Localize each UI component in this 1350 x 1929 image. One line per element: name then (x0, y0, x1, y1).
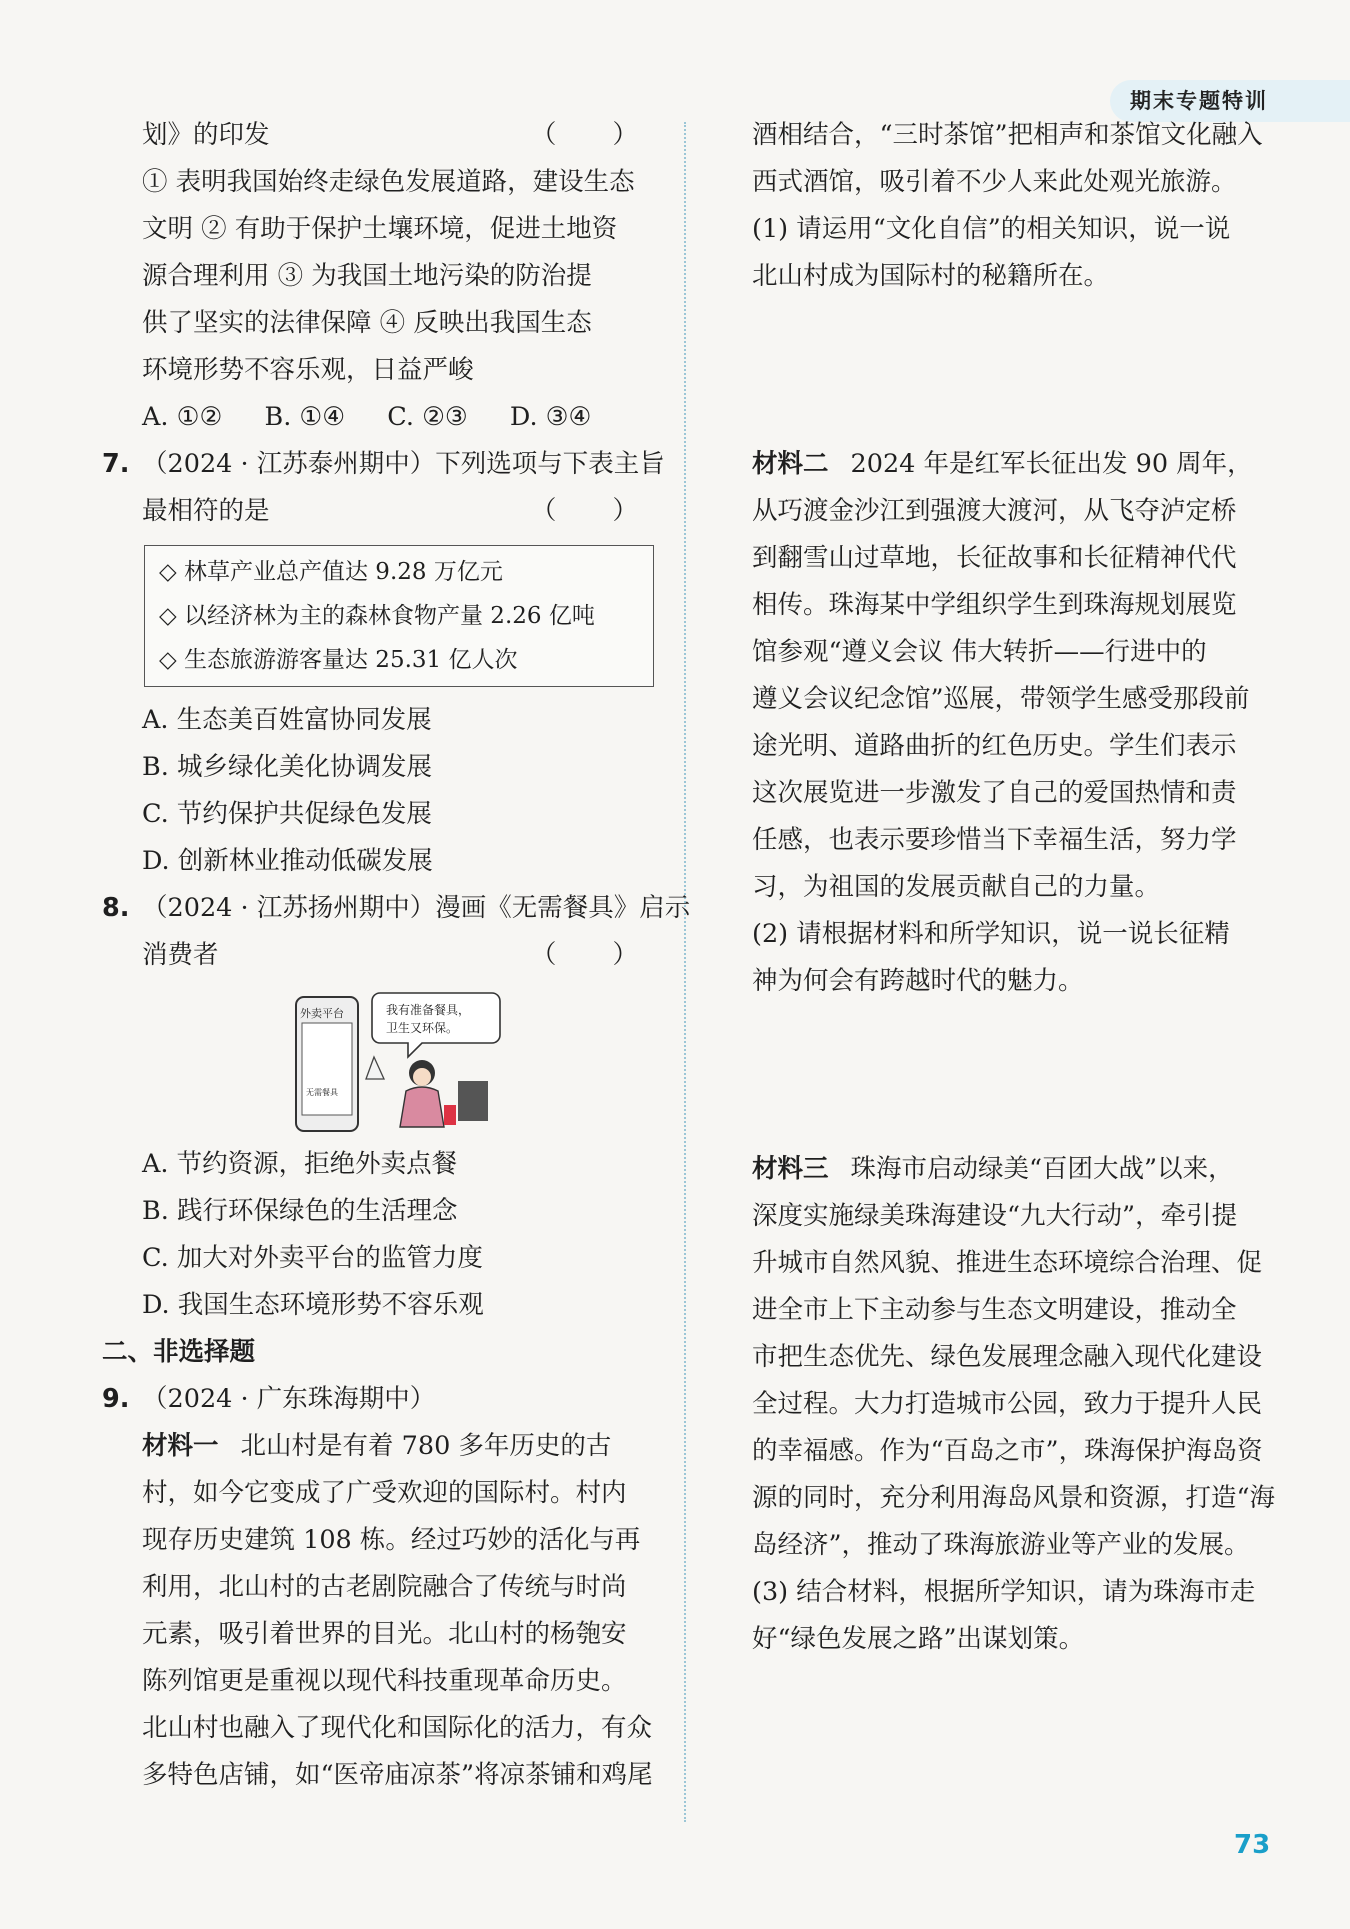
q6-stem-end: 划》的印发 （ ） (102, 112, 662, 159)
q7-option: B. 城乡绿化美化协调发展 (142, 752, 432, 782)
table-row: ◇ 以经济林为主的森林食物产量 2.26 亿吨 (159, 603, 595, 629)
q8-option: D. 我国生态环境形势不容乐观 (142, 1290, 484, 1320)
q8-stem-line2: 消费者 （ ） (102, 932, 662, 979)
material-1-line: 材料一 北山村是有着 780 多年历史的古 (142, 1431, 612, 1461)
q6-line: 供了坚实的法律保障 ④ 反映出我国生态 (142, 308, 592, 338)
material-1-cont: 西式酒馆，吸引着不少人来此处观光旅游。 (752, 167, 1237, 197)
answer-paren: （ ） (530, 496, 662, 526)
material-2-line: 馆参观“遵义会议 伟大转折——行进中的 (752, 637, 1207, 667)
material-2-line: 材料二 2024 年是红军长征出发 90 周年， (752, 449, 1253, 479)
section-title: 二、非选择题 (102, 1337, 256, 1367)
cartoon-svg (294, 987, 504, 1135)
material-1-line: 利用，北山村的古老剧院融合了传统与时尚 (142, 1572, 627, 1602)
cartoon-bubble-line1: 我有准备餐具， (386, 1003, 471, 1017)
q7-data-table (144, 545, 654, 687)
material-label: 材料二 (752, 449, 829, 479)
q6-line: ① 表明我国始终走绿色发展道路，建设生态 (142, 167, 635, 197)
q6-option: A. ①② (142, 402, 223, 432)
q7-stem: 7. （2024 · 江苏泰州期中）下列选项与下表主旨 (102, 441, 662, 488)
answer-paren: （ ） (530, 940, 662, 970)
table-row: ◇ 林草产业总产值达 9.28 万亿元 (159, 559, 503, 585)
material-3-line: 市把生态优先、绿色发展理念融入现代化建设 (752, 1342, 1263, 1372)
material-3-line: 的幸福感。作为“百岛之市”，珠海保护海岛资 (752, 1436, 1263, 1466)
material-2-line: 相传。珠海某中学组织学生到珠海规划展览 (752, 590, 1237, 620)
column-divider (684, 122, 686, 1822)
sub-question-2: (2) 请根据材料和所学知识，说一说长征精 (752, 919, 1230, 949)
q6-option: B. ①④ (264, 402, 346, 432)
cartoon-bubble-line2: 卫生又环保。 (386, 1021, 459, 1035)
q7-option: D. 创新林业推动低碳发展 (142, 846, 433, 876)
sub-question-3: (3) 结合材料，根据所学知识，请为珠海市走 (752, 1577, 1256, 1607)
q6-line: 源合理利用 ③ 为我国土地污染的防治提 (142, 261, 592, 291)
question-number: 7. (102, 449, 130, 479)
right-column (752, 112, 1276, 1663)
page-header-title: 期末专题特训 (1130, 89, 1268, 113)
material-3-line: 深度实施绿美珠海建设“九大行动”，牵引提 (752, 1201, 1238, 1231)
material-3-line: 进全市上下主动参与生态文明建设，推动全 (752, 1295, 1237, 1325)
sub-question-1: (1) 请运用“文化自信”的相关知识，说一说 (752, 214, 1231, 244)
sub-question-1: 北山村成为国际村的秘籍所在。 (752, 261, 1110, 291)
sub-question-2: 神为何会有跨越时代的魅力。 (752, 966, 1084, 996)
material-2-line: 途光明、道路曲折的红色历史。学生们表示 (752, 731, 1237, 761)
material-2-line: 从巧渡金沙江到强渡大渡河，从飞夺泸定桥 (752, 496, 1237, 526)
material-1-line: 北山村也融入了现代化和国际化的活力，有众 (142, 1713, 653, 1743)
question-number: 8. (102, 893, 130, 923)
material-2-line: 到翻雪山过草地，长征故事和长征精神代代 (752, 543, 1237, 573)
material-3-line: 升城市自然风貌、推进生态环境综合治理、促 (752, 1248, 1263, 1278)
material-1-line: 陈列馆更是重视以现代科技重现革命历史。 (142, 1666, 627, 1696)
left-column (102, 112, 691, 1799)
q6-options (102, 394, 662, 441)
material-3-line: 材料三 珠海市启动绿美“百团大战”以来， (752, 1154, 1234, 1184)
material-2-line: 习，为祖国的发展贡献自己的力量。 (752, 872, 1161, 902)
material-3-line: 全过程。大力打造城市公园，致力于提升人民 (752, 1389, 1263, 1419)
material-2-line: 这次展览进一步激发了自己的爱国热情和责 (752, 778, 1237, 808)
q7-stem-line2: 最相符的是 （ ） (102, 488, 662, 535)
material-1-line: 多特色店铺，如“医帝庙凉茶”将凉茶铺和鸡尾 (142, 1760, 653, 1790)
material-label: 材料一 (142, 1431, 219, 1461)
material-2-line: 遵义会议纪念馆”巡展，带领学生感受那段前 (752, 684, 1250, 714)
material-2-line: 任感，也表示要珍惜当下幸福生活，努力学 (752, 825, 1237, 855)
cartoon-screen-text: 无需餐具 (306, 1088, 338, 1097)
question-number: 9. (102, 1384, 130, 1414)
q8-option: A. 节约资源，拒绝外卖点餐 (142, 1149, 458, 1179)
material-3-line: 源的同时，充分利用海岛风景和资源，打造“海 (752, 1483, 1276, 1513)
q9-stem: 9. （2024 · 广东珠海期中） (102, 1376, 662, 1423)
q6-line: 文明 ② 有助于保护土壤环境，促进土地资 (142, 214, 618, 244)
q8-option: C. 加大对外卖平台的监管力度 (142, 1243, 483, 1273)
q7-option: A. 生态美百姓富协同发展 (142, 705, 432, 735)
material-1-line: 元素，吸引着世界的目光。北山村的杨匏安 (142, 1619, 627, 1649)
q6-option: C. ②③ (387, 402, 468, 432)
material-1-line: 现存历史建筑 108 栋。经过巧妙的活化与再 (142, 1525, 641, 1555)
q8-stem: 8. （2024 · 江苏扬州期中）漫画《无需餐具》启示 (102, 885, 662, 932)
q8-option: B. 践行环保绿色的生活理念 (142, 1196, 458, 1226)
cartoon-sign-text: 外卖平台 (300, 1007, 344, 1020)
answer-paren: （ ） (530, 120, 662, 150)
material-label: 材料三 (752, 1154, 829, 1184)
material-3-line: 岛经济”，推动了珠海旅游业等产业的发展。 (752, 1530, 1250, 1560)
q6-option: D. ③④ (509, 402, 592, 432)
cartoon-illustration (294, 987, 504, 1135)
material-1-cont: 酒相结合，“三时茶馆”把相声和茶馆文化融入 (752, 120, 1263, 150)
q6-line: 环境形势不容乐观，日益严峻 (142, 355, 474, 385)
table-row: ◇ 生态旅游游客量达 25.31 亿人次 (159, 647, 518, 673)
sub-question-3: 好“绿色发展之路”出谋划策。 (752, 1624, 1085, 1654)
page-number: 73 (1234, 1830, 1271, 1860)
material-1-line: 村，如今它变成了广受欢迎的国际村。村内 (142, 1478, 627, 1508)
q7-option: C. 节约保护共促绿色发展 (142, 799, 432, 829)
